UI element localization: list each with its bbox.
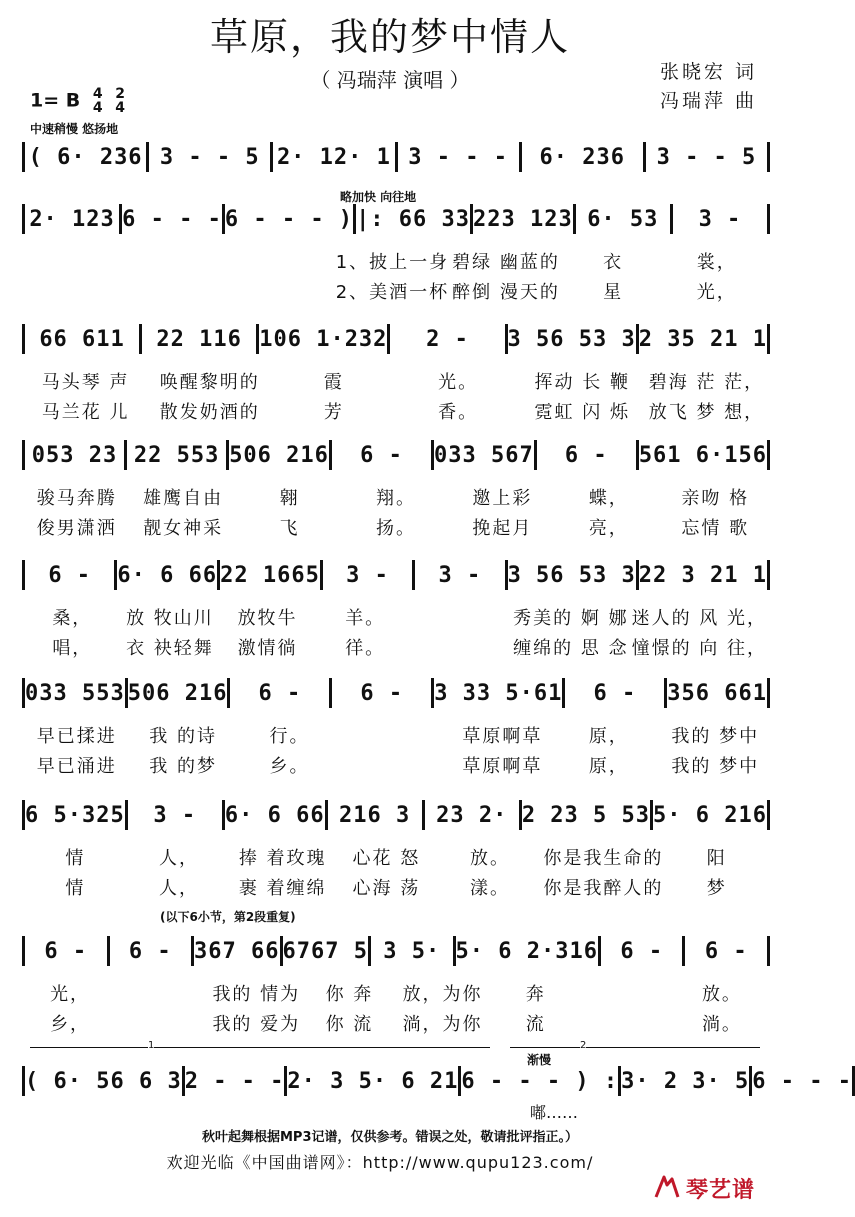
lyric-segment: 我的 梦中	[671, 726, 760, 747]
measure: 367 66	[194, 938, 280, 964]
lyric-segment: 草原啊草	[462, 726, 543, 747]
lyric-segment: 光。	[438, 372, 479, 393]
measure: 6 - - -	[752, 1068, 853, 1094]
measure: 6 -	[564, 442, 608, 468]
lyrics-verse-1	[22, 604, 770, 630]
section-tempo-marking: 略加快 向往地	[340, 190, 417, 204]
lyric-segment: 人，	[159, 878, 199, 899]
measure: 106 1·232	[259, 326, 388, 352]
lyric-segment: 桑，	[52, 608, 93, 629]
lyric-segment: 蝶，	[588, 488, 629, 509]
key-label: 1= B	[30, 89, 81, 112]
lyric-segment: 流	[525, 1014, 546, 1035]
lyric-segment	[416, 604, 511, 630]
measure: 356 661	[667, 680, 767, 706]
lyric-segment: 羊。	[345, 608, 386, 629]
lyric-segment: 霞	[323, 372, 344, 393]
lyric-segment	[25, 248, 126, 274]
lyric-segment: 迷人的 风 光，	[631, 608, 768, 629]
measure: 2 - - -	[184, 1068, 285, 1094]
lyric-segment: 星	[603, 282, 624, 303]
notation-row	[22, 142, 770, 172]
lyric-segment: 靓女神采	[143, 518, 224, 539]
notation-row	[22, 204, 770, 234]
lyric-segment: 放飞 梦 想，	[648, 402, 765, 423]
measure: 6 -	[593, 680, 637, 706]
lyric-segment: 早已揉进	[36, 726, 117, 747]
barline	[767, 560, 770, 590]
transcriber-note: 秋叶起舞根据MP3记谱，仅供参考。错误之处，敬请批评指正。）	[201, 1130, 578, 1145]
measure: 6 - - -	[122, 206, 222, 232]
lyric-segment: 捧 着玫瑰	[238, 848, 327, 869]
measure: 66 611	[39, 326, 125, 352]
logo-icon	[652, 1173, 682, 1203]
lyric-segment: 邀上彩	[472, 488, 533, 509]
measure: 3 -	[438, 562, 482, 588]
lyric-segment: 你是我醉人的	[543, 878, 664, 899]
lyric-segment: 我的 情为	[212, 984, 301, 1005]
measure: 6· 6 66	[117, 562, 218, 588]
time-signature-2-4: 2 4	[115, 86, 125, 116]
notation-row	[22, 560, 770, 590]
measure: 3 -	[698, 206, 742, 232]
lyrics-verse-1	[22, 844, 770, 870]
lyric-segment	[584, 980, 674, 1006]
lyric-segment: 乡，	[50, 1014, 91, 1035]
credits	[660, 58, 757, 116]
lyric-segment: 散发奶酒的	[159, 402, 260, 423]
lyric-segment: 马兰花 儿	[41, 402, 130, 423]
lyric-segment	[232, 278, 333, 304]
measure: 033 567	[434, 442, 534, 468]
measure: 2· 3 5· 6 21	[287, 1068, 459, 1094]
measure: 6 -	[258, 680, 302, 706]
measure: 3 5·	[383, 938, 441, 964]
lyric-segment: 唤醒黎明的	[159, 372, 260, 393]
lyric-segment: 淌。	[701, 1014, 742, 1035]
page-title: 草原，我的梦中情人	[209, 15, 570, 59]
barline	[767, 800, 770, 830]
measure: 6767 5	[282, 938, 368, 964]
measure: 3 -	[346, 562, 389, 588]
lyric-segment: 放。	[701, 984, 742, 1005]
notation-row	[22, 440, 770, 470]
measure: 053 23	[31, 442, 118, 468]
lyric-segment: 衣 袂轻舞	[126, 638, 214, 659]
lyric-segment: 情	[65, 848, 86, 869]
measure: 561 6·156	[638, 442, 768, 468]
site-logo: 琴艺谱	[652, 1170, 767, 1206]
lyric-segment: 缠绵的 思 念	[513, 638, 629, 659]
lyric-segment: 行。	[269, 726, 310, 747]
coda-lyric: 嘟……	[530, 1103, 579, 1122]
lyrics-verse-1	[22, 980, 770, 1006]
notation-row	[22, 1066, 853, 1096]
lyric-segment: 骏马奔腾	[36, 488, 117, 509]
volta-bracket-2: 2	[510, 1047, 760, 1048]
lyric-segment: 放 牧山川	[126, 608, 214, 629]
lyrics-verse-1	[22, 484, 770, 510]
lyrics-verse-1	[22, 722, 770, 748]
lyrics-verse-2	[22, 752, 770, 778]
lyric-segment: 香。	[438, 402, 479, 423]
measure: 506 216	[127, 680, 228, 706]
measure: 3 56 53 3	[507, 562, 636, 588]
barline	[767, 440, 770, 470]
lyric-segment: 秀美的 婀 娜	[513, 608, 629, 629]
lyric-segment: 乡。	[269, 756, 310, 777]
volta-bracket-1: 1	[30, 1047, 490, 1048]
measure: 2· 123	[29, 206, 115, 232]
lyric-segment: 1、披上一身	[335, 252, 450, 273]
lyric-segment	[344, 722, 447, 748]
measure: 223 123	[473, 206, 573, 232]
measure: 2 23 5 53	[521, 802, 651, 828]
measure: 22 3 21 1	[638, 562, 767, 588]
lyrics-verse-2	[22, 1010, 770, 1036]
repeat-note: (以下6小节，第2段重复)	[160, 910, 296, 924]
lyric-segment: 扬。	[375, 518, 416, 539]
measure: |: 66 33	[356, 206, 471, 232]
lyric-segment: 梦	[706, 878, 727, 899]
lyric-segment: 情	[65, 878, 86, 899]
lyric-segment: 我 的诗	[149, 726, 217, 747]
measure: 3· 2 3· 5	[621, 1068, 750, 1094]
measure: 2· 12· 1	[276, 144, 391, 170]
notation-row	[22, 800, 770, 830]
barline	[767, 204, 770, 234]
lyric-segment: 翱	[279, 488, 300, 509]
lyric-segment: 马头琴 声	[41, 372, 130, 393]
measure: 6· 53	[587, 206, 659, 232]
barline	[767, 324, 770, 354]
lyric-segment: 放。	[470, 848, 511, 869]
lyric-segment: 人，	[159, 848, 199, 869]
measure: 22 116	[156, 326, 242, 352]
notation-row	[22, 936, 770, 966]
lyric-segment	[129, 248, 230, 274]
lyric-segment: 挥动 长 鞭	[534, 372, 630, 393]
lyrics-verse-2	[22, 278, 770, 304]
lyric-segment: 你 流	[325, 1014, 374, 1035]
lyrics-verse-2	[22, 514, 770, 540]
measure: 6 -	[704, 938, 748, 964]
lyric-segment: 芳	[323, 402, 344, 423]
lyric-segment: 阳	[706, 848, 727, 869]
measure: ( 6· 236	[28, 144, 143, 170]
lyric-segment: 奔	[525, 984, 546, 1005]
measure: 6 -	[44, 938, 88, 964]
lyric-segment: 亲吻 格	[681, 488, 750, 509]
lyricist-credit: 张晓宏 词	[660, 61, 758, 83]
lyric-segment: 我的 爱为	[212, 1014, 301, 1035]
lyric-segment: 俊男潇洒	[36, 518, 117, 539]
lyric-segment: 唱，	[52, 638, 93, 659]
lyric-segment: 2、美酒一杯	[335, 282, 450, 303]
lyric-segment: 亮，	[588, 518, 629, 539]
measure: 2 35 21 1	[638, 326, 767, 352]
notation-row	[22, 324, 770, 354]
lyric-segment: 挽起月	[472, 518, 533, 539]
lyric-segment: 光，	[696, 282, 737, 303]
lyric-segment: 憧憬的 向 往，	[631, 638, 768, 659]
lyric-segment: 原，	[588, 756, 629, 777]
lyric-segment: 激情徜	[237, 638, 298, 659]
lyric-segment: 忘情 歌	[681, 518, 750, 539]
lyric-segment	[118, 1010, 208, 1036]
lyric-segment: 裹 着缠绵	[238, 878, 327, 899]
measure: 216 3	[339, 802, 411, 828]
coda-tempo-marking: 渐慢	[527, 1053, 552, 1067]
measure: 6 5·325	[25, 802, 125, 828]
lyric-segment: 我的 梦中	[671, 756, 760, 777]
lyric-segment: 放牧牛	[237, 608, 298, 629]
lyric-segment: 翔。	[375, 488, 416, 509]
lyric-segment: 草原啊草	[462, 756, 543, 777]
measure: 6 -	[128, 938, 172, 964]
notation-row	[22, 678, 770, 708]
lyric-segment: 雄鹰自由	[143, 488, 224, 509]
lyrics-verse-1	[22, 248, 770, 274]
measure: 6 -	[620, 938, 664, 964]
lyric-segment: 你是我生命的	[543, 848, 664, 869]
lyrics-verse-2	[22, 634, 770, 660]
lyric-segment: 碧海 茫 茫，	[648, 372, 765, 393]
lyric-segment	[416, 634, 511, 660]
measure: 5· 6 216	[653, 802, 767, 828]
measure: 23 2·	[436, 802, 508, 828]
lyric-segment: 你 奔	[325, 984, 374, 1005]
lyric-segment: 早已涌进	[36, 756, 117, 777]
lyric-segment: 心花 怒	[352, 848, 421, 869]
lyric-segment	[344, 752, 447, 778]
measure: 6· 236	[539, 144, 626, 170]
performer-subtitle: （ 冯瑞萍 演唱 ）	[310, 68, 470, 92]
lyric-segment: 漾。	[470, 878, 511, 899]
measure: 6 -	[360, 442, 403, 468]
lyric-segment: 碧绿 幽蓝的	[452, 252, 560, 273]
lyrics-verse-1	[22, 368, 770, 394]
lyric-segment	[584, 1010, 674, 1036]
measure: 6· 6 66	[224, 802, 325, 828]
lyric-segment: 原，	[588, 726, 629, 747]
lyric-segment: 徉。	[345, 638, 386, 659]
lyrics-verse-2	[22, 874, 770, 900]
lyric-segment: 飞	[279, 518, 300, 539]
lyric-segment: 淌，为你	[402, 1014, 483, 1035]
barline	[767, 142, 770, 172]
measure: 3 - - 5	[656, 144, 757, 170]
lyric-segment	[129, 278, 230, 304]
lyric-segment: 衣	[603, 252, 624, 273]
lyrics-verse-2	[22, 398, 770, 424]
measure: 22 553	[133, 442, 220, 468]
measure: ( 6· 56 6 3	[25, 1068, 182, 1094]
time-signature-4-4: 4 4	[92, 86, 103, 116]
lyric-segment	[118, 980, 208, 1006]
measure: 506 216	[229, 442, 329, 468]
measure: 6 - - - )	[224, 206, 354, 232]
key-signature	[30, 87, 125, 115]
lyric-segment: 放，为你	[402, 984, 483, 1005]
measure: 3 33 5·61	[434, 680, 563, 706]
lyric-segment: 光，	[50, 984, 91, 1005]
lyric-segment: 心海 荡	[352, 878, 421, 899]
lyric-segment: 霓虹 闪 烁	[534, 402, 630, 423]
measure: 033 553	[25, 680, 125, 706]
measure: 3 56 53 3	[507, 326, 636, 352]
composer-credit: 冯瑞萍 曲	[660, 90, 758, 112]
lyric-segment	[232, 248, 333, 274]
tempo-marking: 中速稍慢 悠扬地	[30, 122, 119, 136]
measure: 6 -	[48, 562, 92, 588]
measure: 5· 6 2·316	[455, 938, 598, 964]
lyric-segment	[25, 278, 126, 304]
measure: 3 -	[153, 802, 197, 828]
measure: 3 - - 5	[159, 144, 260, 170]
measure: 6 - - - ) :	[461, 1068, 619, 1094]
site-welcome: 欢迎光临《中国曲谱网》：http://www.qupu123.com/	[166, 1153, 594, 1172]
barline	[767, 678, 770, 708]
measure: 3 - - -	[408, 144, 508, 170]
measure: 2 -	[426, 326, 469, 352]
barline	[767, 936, 770, 966]
lyric-segment: 我 的梦	[149, 756, 217, 777]
measure: 22 1665	[220, 562, 320, 588]
lyric-segment: 醉倒 漫天的	[452, 282, 560, 303]
lyric-segment: 裳，	[696, 252, 737, 273]
measure: 6 -	[360, 680, 404, 706]
